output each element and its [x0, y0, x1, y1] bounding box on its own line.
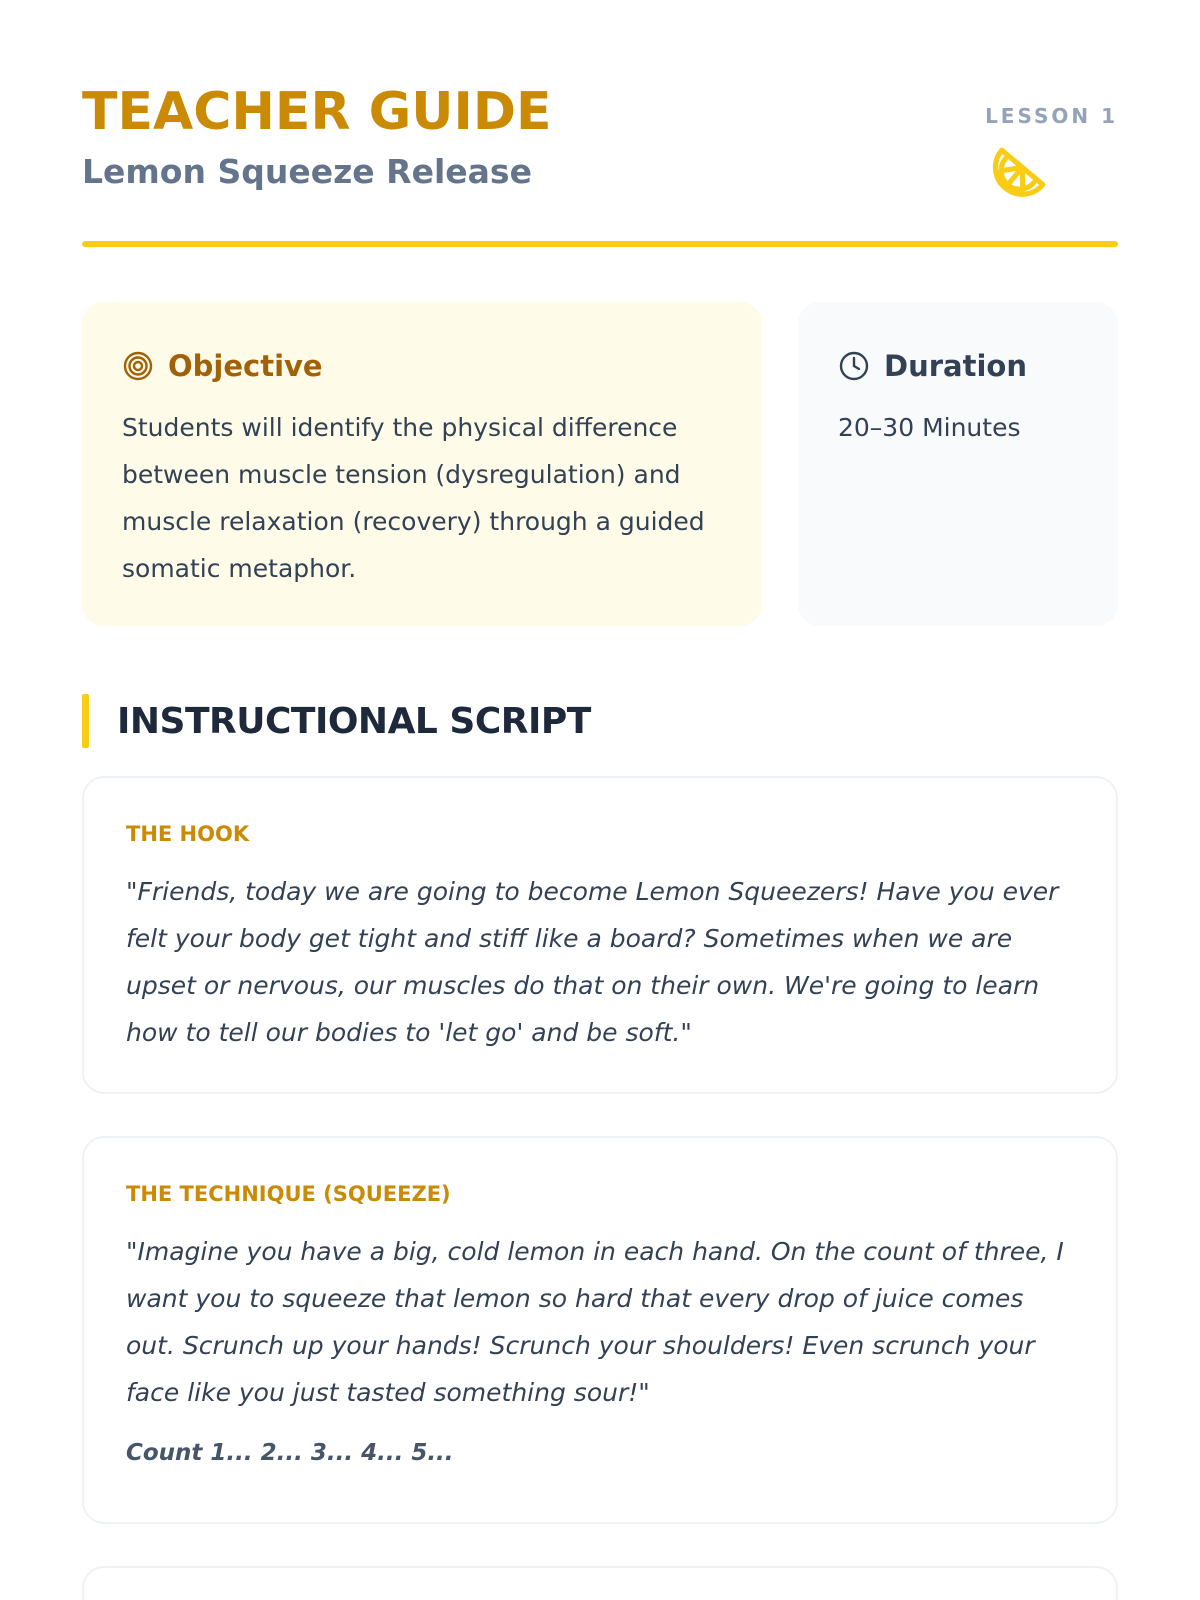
info-cards: [82, 302, 1118, 626]
script-card-text: "Imagine you have a big, cold lemon in each hand. On the count of three, I want you to squeeze that lemon so hard that every drop of juice comes out. Scrunch up your hands! Scrunch your shoulders! Even scrunch your face like you just tasted something sour!": [126, 1237, 1064, 1407]
script-card-partial: [82, 1566, 1118, 1600]
header-divider: [82, 241, 1118, 247]
objective-heading: Objective: [168, 349, 323, 383]
script-card-label: THE TECHNIQUE (SQUEEZE): [126, 1182, 451, 1206]
lesson-number-label: LESSON 1: [985, 104, 1118, 128]
objective-header: [122, 346, 722, 386]
lemon-icon: [988, 136, 1054, 202]
lesson-subtitle: Lemon Squeeze Release: [82, 152, 532, 191]
duration-value: 20–30 Minutes: [838, 413, 1021, 442]
instructional-script-heading: [82, 694, 591, 748]
script-card-hook: [82, 776, 1118, 1094]
duration-header: [838, 346, 1078, 386]
objective-text: Students will identify the physical difference between muscle tension (dysregulation) and muscle relaxation (recovery) through a guided somatic metaphor.: [122, 413, 705, 583]
section-accent-bar: [82, 694, 89, 748]
target-icon: [122, 350, 154, 382]
script-card-count: Count 1... 2... 3... 4... 5...: [126, 1440, 454, 1466]
page-title: TEACHER GUIDE: [82, 82, 552, 142]
duration-heading: Duration: [884, 349, 1027, 383]
duration-card: [798, 302, 1118, 626]
script-card-text: "Friends, today we are going to become Lemon Squeezers! Have you ever felt your body get tight and stiff like a board? Sometimes when we are upset or nervous, our muscles do that on their own. We're going to learn how to tell our bodies to 'let go' and be soft.": [126, 877, 1059, 1047]
script-card-label: THE HOOK: [126, 822, 250, 846]
clock-icon: [838, 350, 870, 382]
page-header: [82, 0, 1118, 250]
objective-card: [82, 302, 762, 626]
section-title: INSTRUCTIONAL SCRIPT: [117, 700, 591, 742]
script-card-technique: [82, 1136, 1118, 1524]
